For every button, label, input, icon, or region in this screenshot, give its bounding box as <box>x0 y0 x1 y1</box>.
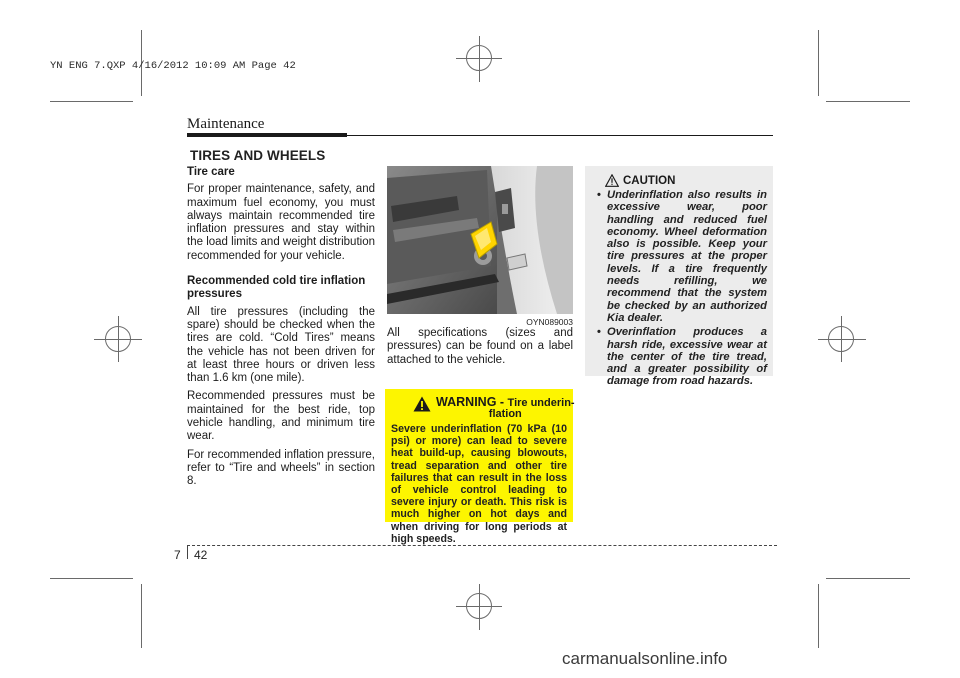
warning-box <box>385 389 575 545</box>
photo-code: OYN089003 <box>526 317 573 327</box>
registration-mark <box>479 36 480 82</box>
warning-header <box>391 395 575 420</box>
warning-subject: Tire underin- <box>507 397 575 409</box>
tire-care-text: For proper maintenance, safety, and maximum fuel economy, you must always maintain recommended tire inflation pressures and stay within the load limits and weight distribution recommended for your vehicle. <box>187 183 375 262</box>
registration-mark <box>818 339 866 340</box>
pressures-text: For recommended inflation pressure, refer to “Tire and wheels” in section 8. <box>187 448 375 488</box>
registration-mark <box>479 584 480 630</box>
crop-mark <box>141 584 142 648</box>
door-jamb-illustration <box>387 166 573 314</box>
warning-triangle-icon <box>413 396 431 412</box>
page-number: 42 <box>194 548 208 562</box>
page-heading: TIRES AND WHEELS <box>190 148 326 163</box>
registration-mark <box>841 316 842 362</box>
door-jamb-photo <box>387 166 573 314</box>
warning-label: WARNING - <box>436 395 505 409</box>
crop-mark <box>50 578 133 579</box>
bullet: • <box>597 189 601 201</box>
caution-list <box>593 189 767 388</box>
caution-item-text: Underinflation also results in excessive wear, poor handling and reduced fuel economy. Wheel deformation also is possible. Keep your tire pressures at the proper levels. If a tire frequently needs refilling, we recommend that the system be checked by an authorized Kia dealer. <box>607 189 767 324</box>
chapter-number: 7 <box>174 548 181 562</box>
pressures-text: All tire pressures (including the spare) should be checked when the tires are cold. “Cold Tires” means the vehicle has not been driven for at least three hours or driven less than 1.6 km (one mile). <box>187 305 375 385</box>
caution-title: CAUTION <box>623 174 676 187</box>
caution-triangle-icon <box>605 174 619 187</box>
crop-mark <box>818 30 819 96</box>
caution-header <box>593 174 767 187</box>
pressures-heading: Recommended cold tire inflation pressures <box>187 275 366 301</box>
warning-title <box>436 395 575 420</box>
pressures-text: Recommended pressures must be maintained for the best ride, top vehicle handling, and minimum tire wear. <box>187 390 375 443</box>
bullet: • <box>597 326 601 339</box>
warning-subject-continued: flation <box>488 408 522 420</box>
crop-mark <box>826 578 910 579</box>
caution-item-text: Overinflation produces a harsh ride, excessive wear at the center of the tire tread, and a greater possibility of damage from road hazards. <box>607 326 767 388</box>
crop-mark <box>50 101 133 102</box>
header-rule <box>347 135 773 136</box>
footer-rule <box>187 545 777 546</box>
watermark-text: carmanualsonline.info <box>562 649 728 668</box>
crop-mark <box>826 101 910 102</box>
section-title: Maintenance <box>187 116 265 132</box>
header-rule <box>187 133 347 137</box>
label-location-text: All specifications (sizes and pressures) can be found on a label attached to the vehicle. <box>387 327 573 366</box>
crop-mark <box>818 584 819 648</box>
body-column-1 <box>187 166 375 494</box>
registration-mark <box>118 316 119 362</box>
tire-care-heading: Tire care <box>187 166 235 178</box>
caution-item <box>593 189 767 324</box>
caution-item <box>593 326 767 387</box>
warning-body: Severe underinflation (70 kPa (10 psi) or more) can lead to severe heat build-up, causing blowouts, tread separation and other tire failures that can result in the loss of vehicle control leading to severe injury or death. This risk is much higher on hot days and when driving for long periods at high speeds. <box>391 423 567 545</box>
print-slug: YN ENG 7.QXP 4/16/2012 10:09 AM Page 42 <box>50 60 296 72</box>
footer-divider <box>187 546 188 559</box>
caution-box <box>585 166 773 388</box>
